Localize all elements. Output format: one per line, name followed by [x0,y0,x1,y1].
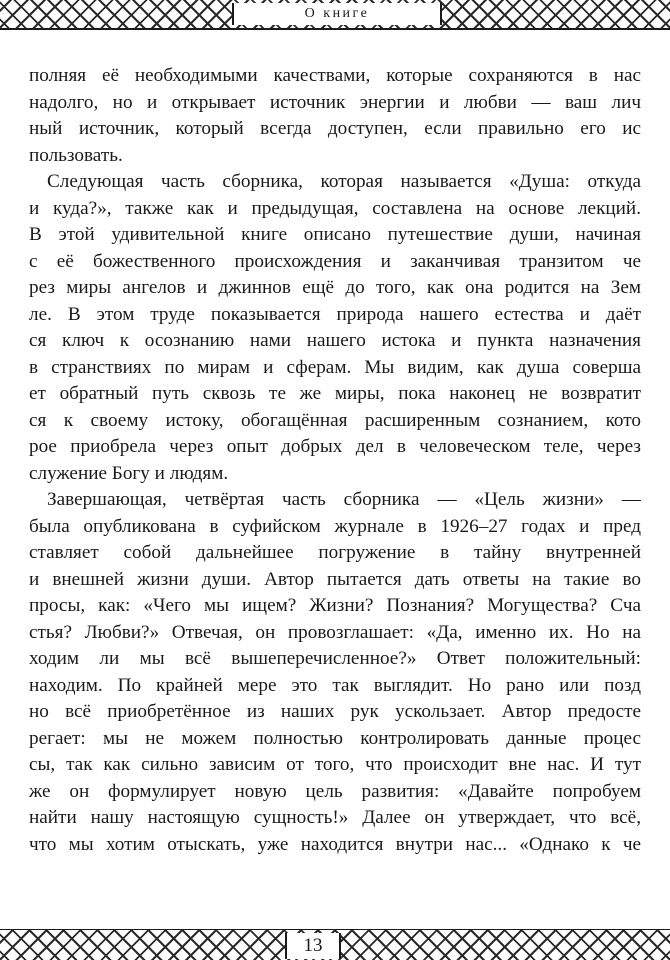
text-line: и внешней жизни души. Автор пытается дать ответы на такие во [29,568,641,590]
text-line: служение Богу и людям. [29,462,229,484]
page-number-plate [285,933,341,959]
text-line: пользовать. [29,144,123,166]
text-line: просы, как: «Чего мы ищем? Жизни? Познания? Могущества? Сча [29,595,641,616]
text-line: ный источник, который всегда доступен, если правильно его ис [29,118,641,139]
text-line: Следующая часть сборника, которая называется «Душа: откуда [47,171,641,192]
text-line: стья? Любви?» Отвечая, он провозглашает: «Да, именно их. Но на [29,621,641,643]
text-line: регает: мы не можем полностью контролировать данные процес [29,727,641,749]
text-line: полняя её необходимыми качествами, которые сохраняются в нас [29,65,641,86]
text-line: В этой удивительной книге описано путешествие души, начиная [29,224,641,245]
header-rule [0,28,670,30]
text-line: находим. По крайней мере это так выглядит. Но рано или позд [29,674,641,696]
body-text [29,63,641,858]
text-line: с её божественного происхождения и заканчивая транзитом че [29,250,641,272]
text-line: рое приобрела через опыт добрых дел в человеческом теле, через [29,436,641,457]
running-header [232,3,442,25]
text-line: ходим ли мы всё вышеперечисленное?» Ответ положительный: [29,648,641,669]
text-line: ся к своему истоку, обогащённая расширенным сознанием, кото [29,409,641,431]
text-line: же он формулирует новую цель развития: «Давайте попробуем [29,780,641,802]
text-line: и куда?», также как и предыдущая, составлена на основе лекций. [29,197,641,219]
text-line: сы, так как сильно зависим от того, что происходит вне нас. И тут [29,754,641,775]
text-line: была опубликована в суфийском журнале в 1926–27 годах и пред [29,515,641,537]
text-line: но всё приобретённое из наших рук ускользает. Автор предосте [29,701,641,722]
text-line: ет обратный путь сквозь те же миры, пока наконец не возвратит [29,383,641,404]
text-line: надолго, но и открывает источник энергии и любви — ваш лич [29,91,641,113]
text-line: Завершающая, четвёртая часть сборника — «Цель жизни» — [47,489,641,510]
text-line: в странствиях по мирам и сферам. Мы видим, как душа совершa [29,356,641,378]
text-line: ле. В этом труде показывается природа нашего естества и даёт [29,303,641,325]
text-line: что мы хотим отыскать, уже находится внутри нас... «Однако к че [29,833,641,855]
text-line: найти нашу настоящую сущность!» Далее он утверждает, что всё, [29,807,641,828]
text-line: рез миры ангелов и джиннов ещё до того, как она родится на Зем [29,277,641,298]
running-header-title: О книге [304,6,370,21]
page-number: 13 [303,935,323,956]
text-line: ставляет собой дальнейшее погружение в тайну внутренней [29,542,641,563]
text-line: ся ключ к осознанию нами нашего истока и пункта назначения [29,330,641,351]
